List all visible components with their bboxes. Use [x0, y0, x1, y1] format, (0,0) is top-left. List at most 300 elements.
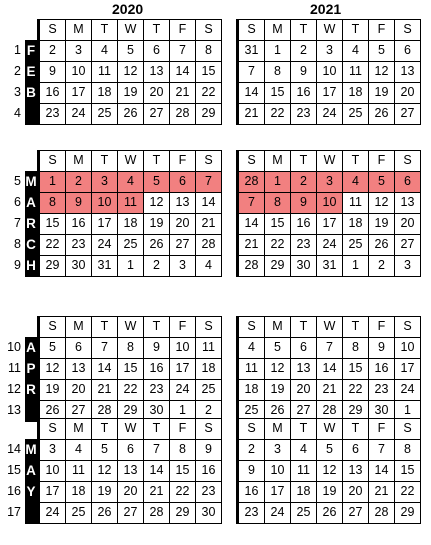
- date-cell: 23: [369, 380, 394, 400]
- date-cell: 3: [265, 440, 290, 460]
- date-cell: 5: [265, 338, 290, 358]
- date-cell: 22: [170, 482, 195, 502]
- day-header: F: [369, 20, 394, 40]
- date-cell: 22: [265, 104, 290, 124]
- month-letter: A: [26, 340, 36, 355]
- date-cell: 23: [196, 482, 221, 502]
- date-cell: 11: [66, 461, 91, 481]
- date-cell: 20: [395, 214, 420, 234]
- date-cell: 25: [92, 104, 117, 124]
- date-cell: 2: [66, 172, 91, 192]
- date-cell: 25: [239, 401, 264, 421]
- day-header: T: [92, 20, 117, 40]
- date-cell: 26: [369, 235, 394, 255]
- date-cell: 28: [170, 104, 195, 124]
- date-cell: 9: [291, 193, 316, 213]
- date-cell: 9: [196, 440, 221, 460]
- date-cell: 18: [118, 214, 143, 234]
- date-cell: 21: [196, 214, 221, 234]
- date-cell: 26: [369, 104, 394, 124]
- date-cell: 4: [343, 172, 368, 192]
- date-cell: 4: [291, 440, 316, 460]
- date-cell: 24: [317, 235, 342, 255]
- day-header: M: [265, 151, 290, 171]
- month-letter: Y: [26, 484, 36, 499]
- date-cell: 16: [196, 461, 221, 481]
- date-cell: 3: [317, 172, 342, 192]
- date-cell: 4: [239, 338, 264, 358]
- date-cell: 8: [395, 440, 420, 460]
- date-cell: 28: [196, 235, 221, 255]
- date-cell: 29: [265, 256, 290, 276]
- date-cell: 11: [343, 193, 368, 213]
- week-number: 16: [7, 484, 21, 498]
- date-cell: 24: [40, 503, 65, 523]
- month-block-2020: [37, 19, 222, 125]
- date-cell: 14: [369, 461, 394, 481]
- day-header: S: [239, 151, 264, 171]
- date-cell: 6: [291, 338, 316, 358]
- date-cell: 14: [317, 359, 342, 379]
- date-cell: 1: [343, 256, 368, 276]
- date-cell: 2: [196, 401, 221, 421]
- month-letter: C: [26, 237, 36, 252]
- date-cell: 7: [144, 440, 169, 460]
- day-header: S: [239, 20, 264, 40]
- date-cell: 25: [343, 235, 368, 255]
- date-cell: 26: [92, 503, 117, 523]
- date-cell: 13: [395, 62, 420, 82]
- date-cell: 26: [40, 401, 65, 421]
- week-number: 2: [14, 64, 21, 78]
- day-header: T: [92, 317, 117, 337]
- date-cell: 29: [395, 503, 420, 523]
- date-cell: 21: [317, 380, 342, 400]
- date-cell: 10: [40, 461, 65, 481]
- date-cell: 15: [196, 62, 221, 82]
- date-cell: 20: [66, 380, 91, 400]
- date-cell: 13: [343, 461, 368, 481]
- day-header: T: [343, 20, 368, 40]
- week-number: 6: [14, 195, 21, 209]
- date-cell: 1: [265, 41, 290, 61]
- month-block-2021: [236, 418, 421, 524]
- date-cell: 15: [265, 214, 290, 234]
- date-cell: 16: [369, 359, 394, 379]
- date-cell: 19: [144, 214, 169, 234]
- date-cell: 13: [170, 193, 195, 213]
- date-cell: 28: [92, 401, 117, 421]
- date-cell: 18: [343, 83, 368, 103]
- day-header: M: [265, 419, 290, 439]
- date-cell: 16: [66, 214, 91, 234]
- date-cell: 17: [265, 482, 290, 502]
- day-header: S: [40, 151, 65, 171]
- date-cell: 3: [66, 41, 91, 61]
- date-cell: 11: [118, 193, 143, 213]
- date-cell: 12: [317, 461, 342, 481]
- date-cell: 7: [239, 193, 264, 213]
- date-cell: 25: [291, 503, 316, 523]
- day-header: T: [144, 20, 169, 40]
- week-number: 5: [14, 174, 21, 188]
- date-cell: 8: [40, 193, 65, 213]
- date-cell: 17: [317, 83, 342, 103]
- day-header: W: [118, 20, 143, 40]
- date-cell: 24: [395, 380, 420, 400]
- date-cell: 3: [170, 256, 195, 276]
- date-cell: 4: [66, 440, 91, 460]
- date-cell: 1: [395, 401, 420, 421]
- day-header: M: [66, 317, 91, 337]
- date-cell: 19: [369, 83, 394, 103]
- day-header: T: [144, 317, 169, 337]
- date-cell: 5: [92, 440, 117, 460]
- day-header: F: [170, 317, 195, 337]
- day-header: S: [239, 317, 264, 337]
- date-cell: 19: [40, 380, 65, 400]
- date-cell: 8: [118, 338, 143, 358]
- date-cell: 30: [144, 401, 169, 421]
- date-cell: 26: [118, 104, 143, 124]
- day-header: S: [395, 151, 420, 171]
- date-cell: 20: [291, 380, 316, 400]
- date-cell: 10: [395, 338, 420, 358]
- day-header: W: [317, 151, 342, 171]
- date-cell: 14: [239, 83, 264, 103]
- date-cell: 19: [369, 214, 394, 234]
- date-cell: 16: [291, 214, 316, 234]
- date-cell: 10: [317, 62, 342, 82]
- date-cell: 7: [92, 338, 117, 358]
- date-cell: 16: [239, 482, 264, 502]
- day-header: W: [317, 20, 342, 40]
- date-cell: 8: [196, 41, 221, 61]
- day-header: F: [170, 20, 195, 40]
- date-cell: 21: [170, 83, 195, 103]
- date-cell: 11: [196, 338, 221, 358]
- date-cell: 2: [239, 440, 264, 460]
- day-header: S: [40, 419, 65, 439]
- date-cell: 5: [369, 41, 394, 61]
- day-header: T: [92, 419, 117, 439]
- date-cell: 15: [395, 461, 420, 481]
- date-cell: 10: [265, 461, 290, 481]
- day-header: S: [196, 20, 221, 40]
- date-cell: 19: [92, 482, 117, 502]
- date-cell: 13: [144, 62, 169, 82]
- day-header: W: [118, 317, 143, 337]
- date-cell: 6: [343, 440, 368, 460]
- date-cell: 13: [395, 193, 420, 213]
- date-cell: 27: [395, 235, 420, 255]
- date-cell: 16: [291, 83, 316, 103]
- date-cell: 1: [265, 172, 290, 192]
- date-cell: 17: [170, 359, 195, 379]
- day-header: S: [196, 317, 221, 337]
- month-letter: M: [25, 442, 37, 457]
- day-header: S: [395, 20, 420, 40]
- date-cell: 23: [144, 380, 169, 400]
- day-header: F: [170, 419, 195, 439]
- day-header: M: [265, 317, 290, 337]
- month-letter: R: [26, 382, 36, 397]
- week-number: 1: [14, 43, 21, 57]
- date-cell: 30: [291, 256, 316, 276]
- month-block-2021: [236, 316, 421, 422]
- date-cell: 29: [170, 503, 195, 523]
- date-cell: 14: [239, 214, 264, 234]
- date-cell: 4: [118, 172, 143, 192]
- date-cell: 26: [144, 235, 169, 255]
- date-cell: 21: [239, 235, 264, 255]
- month-letter: P: [26, 361, 36, 376]
- date-cell: 10: [66, 62, 91, 82]
- date-cell: 21: [92, 380, 117, 400]
- month-block-2021: [236, 150, 421, 277]
- date-cell: 23: [239, 503, 264, 523]
- date-cell: 16: [40, 83, 65, 103]
- date-cell: 6: [66, 338, 91, 358]
- date-cell: 27: [66, 401, 91, 421]
- date-cell: 13: [66, 359, 91, 379]
- date-cell: 24: [317, 104, 342, 124]
- date-cell: 6: [118, 440, 143, 460]
- week-number: 3: [14, 85, 21, 99]
- month-block-2020: [37, 316, 222, 422]
- date-cell: 8: [170, 440, 195, 460]
- date-cell: 26: [317, 503, 342, 523]
- month-letter: B: [26, 85, 36, 100]
- day-header: W: [118, 419, 143, 439]
- day-header: T: [291, 151, 316, 171]
- date-cell: 4: [92, 41, 117, 61]
- month-block-2020: [37, 150, 222, 277]
- date-cell: 9: [40, 62, 65, 82]
- date-cell: 2: [144, 256, 169, 276]
- date-cell: 8: [265, 193, 290, 213]
- date-cell: 30: [196, 503, 221, 523]
- date-cell: 23: [66, 235, 91, 255]
- week-number: 11: [8, 361, 21, 375]
- date-cell: 7: [317, 338, 342, 358]
- week-number: 4: [14, 106, 21, 120]
- date-cell: 28: [144, 503, 169, 523]
- date-cell: 11: [343, 62, 368, 82]
- date-cell: 27: [144, 104, 169, 124]
- day-header: S: [196, 151, 221, 171]
- week-number: 8: [14, 237, 21, 251]
- date-cell: 23: [291, 235, 316, 255]
- date-cell: 24: [66, 104, 91, 124]
- date-cell: 12: [265, 359, 290, 379]
- date-cell: 31: [92, 256, 117, 276]
- week-number: 17: [7, 505, 21, 519]
- date-cell: 29: [40, 256, 65, 276]
- date-cell: 6: [395, 41, 420, 61]
- date-cell: 19: [265, 380, 290, 400]
- month-block-2020: [37, 418, 222, 524]
- day-header: W: [317, 317, 342, 337]
- date-cell: 21: [369, 482, 394, 502]
- date-cell: 15: [265, 83, 290, 103]
- date-cell: 2: [40, 41, 65, 61]
- date-cell: 27: [291, 401, 316, 421]
- date-cell: 23: [291, 104, 316, 124]
- date-cell: 3: [40, 440, 65, 460]
- day-header: T: [144, 419, 169, 439]
- date-cell: 21: [144, 482, 169, 502]
- date-cell: 15: [170, 461, 195, 481]
- week-number: 15: [7, 463, 21, 477]
- week-number: 12: [7, 382, 21, 396]
- date-cell: 13: [118, 461, 143, 481]
- month-letter: A: [26, 195, 36, 210]
- date-cell: 14: [144, 461, 169, 481]
- month-letter: E: [26, 64, 36, 79]
- date-cell: 3: [92, 172, 117, 192]
- date-cell: 2: [291, 172, 316, 192]
- date-cell: 10: [92, 193, 117, 213]
- day-header: S: [40, 20, 65, 40]
- date-cell: 25: [66, 503, 91, 523]
- date-cell: 19: [118, 83, 143, 103]
- date-cell: 5: [144, 172, 169, 192]
- date-cell: 11: [291, 461, 316, 481]
- date-cell: 6: [144, 41, 169, 61]
- date-cell: 11: [239, 359, 264, 379]
- date-cell: 29: [343, 401, 368, 421]
- date-cell: 9: [239, 461, 264, 481]
- date-cell: 20: [343, 482, 368, 502]
- date-cell: 22: [395, 482, 420, 502]
- month-letter: H: [26, 258, 36, 273]
- week-number: 10: [7, 340, 21, 354]
- date-cell: 9: [369, 338, 394, 358]
- date-cell: 20: [144, 83, 169, 103]
- day-header: F: [369, 419, 394, 439]
- date-cell: 18: [196, 359, 221, 379]
- day-header: F: [369, 317, 394, 337]
- date-cell: 10: [317, 193, 342, 213]
- date-cell: 8: [265, 62, 290, 82]
- week-number: 7: [14, 216, 21, 230]
- month-letter: R: [26, 216, 36, 231]
- date-cell: 20: [395, 83, 420, 103]
- day-header: W: [317, 419, 342, 439]
- date-cell: 17: [66, 83, 91, 103]
- day-header: S: [196, 419, 221, 439]
- day-header: T: [343, 317, 368, 337]
- date-cell: 2: [291, 41, 316, 61]
- week-number: 13: [7, 403, 21, 417]
- date-cell: 12: [369, 62, 394, 82]
- date-cell: 31: [239, 41, 264, 61]
- date-cell: 23: [40, 104, 65, 124]
- date-cell: 10: [170, 338, 195, 358]
- day-header: S: [239, 419, 264, 439]
- day-header: S: [395, 419, 420, 439]
- date-cell: 20: [118, 482, 143, 502]
- day-header: T: [291, 419, 316, 439]
- day-header: M: [66, 151, 91, 171]
- date-cell: 27: [395, 104, 420, 124]
- day-header: T: [343, 151, 368, 171]
- date-cell: 3: [395, 256, 420, 276]
- date-cell: 15: [343, 359, 368, 379]
- date-cell: 14: [196, 193, 221, 213]
- date-cell: 22: [40, 235, 65, 255]
- date-cell: 5: [118, 41, 143, 61]
- date-cell: 18: [66, 482, 91, 502]
- date-cell: 17: [395, 359, 420, 379]
- date-cell: 3: [317, 41, 342, 61]
- date-cell: 17: [317, 214, 342, 234]
- date-cell: 25: [118, 235, 143, 255]
- date-cell: 21: [239, 104, 264, 124]
- date-cell: 12: [144, 193, 169, 213]
- date-cell: 17: [40, 482, 65, 502]
- day-header: W: [118, 151, 143, 171]
- date-cell: 24: [92, 235, 117, 255]
- week-number: 9: [14, 258, 21, 272]
- date-cell: 28: [239, 172, 264, 192]
- day-header: M: [265, 20, 290, 40]
- day-header: T: [92, 151, 117, 171]
- date-cell: 9: [291, 62, 316, 82]
- date-cell: 5: [369, 172, 394, 192]
- date-cell: 28: [239, 256, 264, 276]
- date-cell: 30: [369, 401, 394, 421]
- day-header: T: [291, 20, 316, 40]
- year-label-2021: 2021: [310, 1, 342, 17]
- date-cell: 24: [265, 503, 290, 523]
- date-cell: 11: [92, 62, 117, 82]
- day-header: S: [40, 317, 65, 337]
- date-cell: 31: [317, 256, 342, 276]
- date-cell: 22: [343, 380, 368, 400]
- month-letter: A: [26, 463, 36, 478]
- date-cell: 6: [170, 172, 195, 192]
- date-cell: 4: [196, 256, 221, 276]
- date-cell: 20: [170, 214, 195, 234]
- day-header: T: [343, 419, 368, 439]
- date-cell: 8: [343, 338, 368, 358]
- date-cell: 18: [343, 214, 368, 234]
- date-cell: 15: [40, 214, 65, 234]
- date-cell: 14: [170, 62, 195, 82]
- date-cell: 18: [291, 482, 316, 502]
- date-cell: 13: [291, 359, 316, 379]
- month-letter: M: [25, 174, 37, 189]
- date-cell: 18: [92, 83, 117, 103]
- date-cell: 25: [343, 104, 368, 124]
- date-cell: 1: [40, 172, 65, 192]
- date-cell: 29: [118, 401, 143, 421]
- date-cell: 9: [144, 338, 169, 358]
- date-cell: 28: [317, 401, 342, 421]
- date-cell: 4: [343, 41, 368, 61]
- date-cell: 6: [395, 172, 420, 192]
- week-number: 14: [7, 442, 21, 456]
- date-cell: 1: [118, 256, 143, 276]
- day-header: T: [144, 151, 169, 171]
- date-cell: 19: [317, 482, 342, 502]
- date-cell: 28: [369, 503, 394, 523]
- date-cell: 29: [196, 104, 221, 124]
- date-cell: 7: [239, 62, 264, 82]
- month-block-2021: [236, 19, 421, 125]
